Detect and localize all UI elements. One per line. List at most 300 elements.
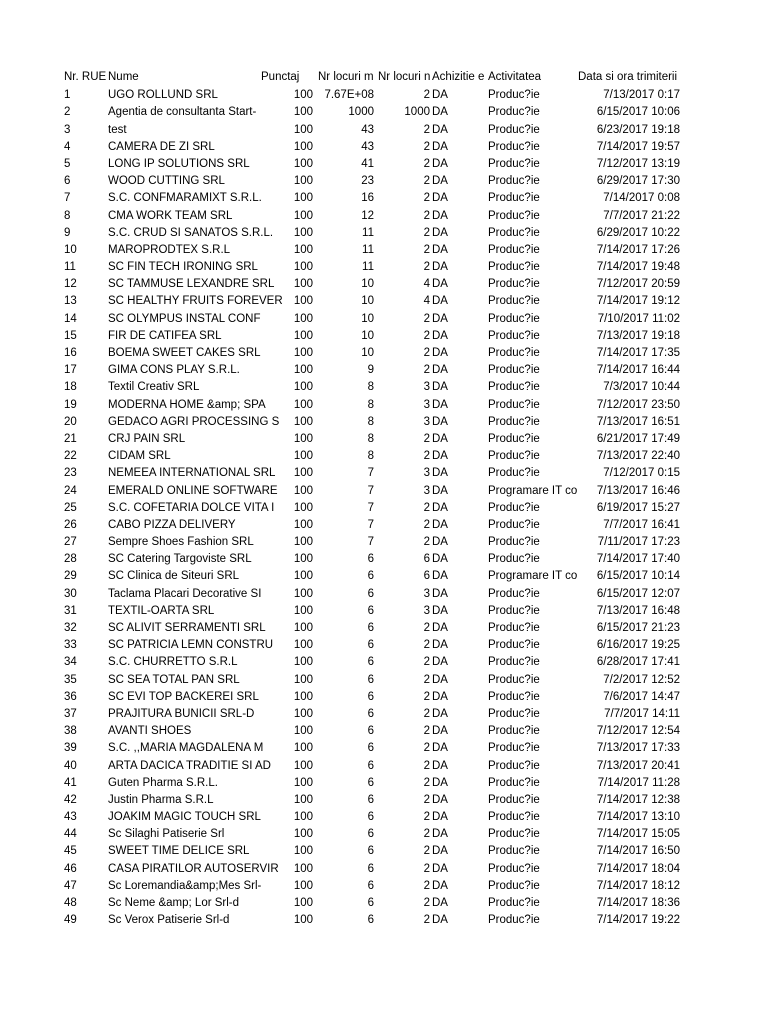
cell-nume: EMERALD ONLINE SOFTWARE	[108, 484, 278, 497]
cell-locuri-n: 1000	[404, 106, 430, 119]
cell-achizitie: DA	[432, 226, 448, 239]
cell-nr: 2	[64, 106, 71, 119]
cell-punctaj: 100	[293, 776, 313, 789]
cell-nr: 28	[64, 553, 77, 566]
table-row	[0, 568, 768, 585]
cell-achizitie: DA	[432, 707, 448, 720]
cell-punctaj: 100	[293, 329, 313, 342]
cell-achizitie: DA	[432, 157, 448, 170]
cell-nr: 13	[64, 295, 77, 308]
cell-locuri-n: 2	[423, 536, 430, 549]
cell-achizitie: DA	[432, 587, 448, 600]
cell-data: 7/12/2017 0:15	[603, 467, 680, 480]
cell-punctaj: 100	[293, 381, 313, 394]
cell-nume: GEDACO AGRI PROCESSING S	[108, 415, 280, 428]
cell-nume: Sempre Shoes Fashion SRL	[108, 536, 254, 549]
cell-locuri-m: 11	[362, 226, 374, 239]
cell-punctaj: 100	[293, 518, 313, 531]
cell-nr: 40	[64, 759, 77, 772]
table-row	[0, 122, 768, 139]
cell-achizitie: DA	[432, 673, 448, 686]
cell-nume: UGO ROLLUND SRL	[108, 89, 218, 102]
cell-data: 7/2/2017 12:52	[603, 673, 680, 686]
cell-nume: WOOD CUTTING SRL	[108, 175, 225, 188]
cell-nr: 7	[64, 192, 71, 205]
cell-achizitie: DA	[432, 656, 448, 669]
cell-locuri-n: 2	[423, 518, 430, 531]
cell-locuri-m: 7	[367, 484, 374, 497]
cell-locuri-m: 8	[367, 398, 374, 411]
cell-locuri-n: 3	[423, 381, 430, 394]
cell-locuri-m: 6	[367, 811, 374, 824]
cell-nume: SC EVI TOP BACKEREI SRL	[108, 690, 259, 703]
cell-nume: JOAKIM MAGIC TOUCH SRL	[108, 811, 261, 824]
table-row	[0, 362, 768, 379]
cell-achizitie: DA	[432, 897, 448, 909]
table-row	[0, 723, 768, 740]
table-row	[0, 379, 768, 396]
cell-nr: 5	[64, 157, 71, 170]
cell-achizitie: DA	[432, 501, 448, 514]
cell-nr: 21	[64, 432, 77, 445]
cell-achizitie: DA	[432, 140, 448, 153]
table-row	[0, 843, 768, 860]
cell-activitatea: Produc?ie	[488, 140, 540, 153]
cell-punctaj: 100	[293, 570, 313, 583]
cell-data: 6/29/2017 17:30	[596, 175, 680, 188]
cell-punctaj: 100	[293, 759, 313, 772]
cell-locuri-m: 8	[367, 432, 374, 445]
cell-achizitie: DA	[432, 690, 448, 703]
table-row	[0, 517, 768, 534]
cell-nr: 20	[64, 415, 77, 428]
cell-achizitie: DA	[432, 622, 448, 634]
cell-locuri-m: 6	[367, 879, 374, 892]
cell-punctaj: 100	[293, 622, 313, 634]
cell-activitatea: Produc?ie	[488, 707, 540, 720]
cell-punctaj: 100	[293, 226, 313, 239]
table-row	[0, 156, 768, 173]
cell-nume: Sc Silaghi Patiserie Srl	[108, 828, 225, 841]
cell-locuri-m: 1000	[348, 106, 374, 119]
cell-achizitie: DA	[432, 106, 448, 119]
cell-nume: BOEMA SWEET CAKES SRL	[108, 347, 261, 359]
cell-punctaj: 100	[293, 690, 313, 703]
cell-activitatea: Produc?ie	[488, 690, 540, 703]
cell-punctaj: 100	[293, 261, 313, 274]
cell-locuri-n: 4	[423, 278, 430, 291]
cell-punctaj: 100	[293, 673, 313, 686]
cell-punctaj: 100	[293, 484, 313, 497]
cell-nr: 43	[64, 811, 77, 824]
cell-nume: Textil Creativ SRL	[108, 381, 200, 394]
cell-activitatea: Produc?ie	[488, 157, 540, 170]
cell-locuri-m: 6	[367, 845, 374, 858]
cell-activitatea: Produc?ie	[488, 604, 540, 617]
cell-nume: CAMERA DE ZI SRL	[108, 140, 215, 153]
cell-punctaj: 100	[293, 587, 313, 600]
cell-nr: 16	[64, 347, 77, 359]
cell-punctaj: 100	[293, 123, 313, 136]
cell-locuri-n: 2	[423, 707, 430, 720]
cell-nume: test	[108, 123, 127, 136]
cell-activitatea: Produc?ie	[488, 398, 540, 411]
cell-activitatea: Produc?ie	[488, 467, 540, 480]
cell-activitatea: Produc?ie	[488, 329, 540, 342]
cell-achizitie: DA	[432, 312, 448, 325]
cell-data: 7/14/2017 19:12	[596, 295, 680, 308]
cell-achizitie: DA	[432, 175, 448, 188]
cell-nume: SC HEALTHY FRUITS FOREVER	[108, 295, 283, 308]
cell-achizitie: DA	[432, 209, 448, 222]
cell-activitatea: Produc?ie	[488, 793, 540, 806]
cell-achizitie: DA	[432, 415, 448, 428]
cell-punctaj: 100	[293, 157, 313, 170]
cell-activitatea: Produc?ie	[488, 312, 540, 325]
cell-locuri-m: 6	[367, 553, 374, 566]
cell-achizitie: DA	[432, 278, 448, 291]
cell-locuri-n: 3	[423, 587, 430, 600]
cell-nume: SC Clinica de Siteuri SRL	[108, 570, 240, 583]
table-row	[0, 912, 768, 929]
cell-data: 7/7/2017 14:11	[604, 707, 680, 720]
cell-punctaj: 100	[293, 862, 313, 875]
cell-punctaj: 100	[293, 707, 313, 720]
cell-punctaj: 100	[293, 879, 313, 892]
cell-achizitie: DA	[432, 570, 448, 583]
cell-locuri-n: 2	[423, 312, 430, 325]
cell-data: 7/12/2017 12:54	[596, 725, 680, 738]
cell-activitatea: Produc?ie	[488, 106, 540, 119]
cell-locuri-m: 12	[361, 209, 374, 222]
cell-locuri-m: 6	[367, 742, 374, 755]
cell-locuri-n: 2	[423, 639, 430, 652]
cell-locuri-n: 2	[423, 725, 430, 738]
cell-punctaj: 100	[293, 175, 313, 188]
cell-nume: S.C. CONFMARAMIXT S.R.L.	[108, 192, 262, 205]
header-row	[0, 69, 768, 86]
table-row	[0, 311, 768, 328]
cell-achizitie: DA	[432, 742, 448, 755]
cell-achizitie: DA	[432, 432, 448, 445]
cell-locuri-m: 7	[367, 518, 374, 531]
cell-activitatea: Produc?ie	[488, 914, 540, 927]
cell-nume: Sc Loremandia&amp;Mes Srl-	[108, 879, 262, 892]
cell-locuri-m: 11	[362, 243, 374, 256]
table-row	[0, 792, 768, 809]
cell-locuri-n: 2	[423, 261, 430, 274]
table-row	[0, 259, 768, 276]
cell-data: 6/21/2017 17:49	[596, 432, 680, 445]
cell-data: 7/14/2017 19:22	[596, 914, 680, 927]
cell-punctaj: 100	[293, 725, 313, 738]
cell-data: 7/13/2017 0:17	[603, 89, 680, 102]
table-row	[0, 139, 768, 156]
cell-nr: 39	[64, 742, 77, 755]
table-row	[0, 465, 768, 482]
cell-achizitie: DA	[432, 347, 448, 359]
cell-nume: ARTA DACICA TRADITIE SI AD	[108, 759, 271, 772]
cell-locuri-n: 2	[423, 432, 430, 445]
cell-achizitie: DA	[432, 845, 448, 858]
cell-nume: MODERNA HOME &amp; SPA	[108, 398, 266, 411]
cell-locuri-n: 2	[423, 157, 430, 170]
cell-data: 7/14/2017 17:40	[596, 553, 680, 566]
cell-nume: GIMA CONS PLAY S.R.L.	[108, 364, 240, 377]
table-row	[0, 534, 768, 551]
cell-locuri-m: 16	[361, 192, 374, 205]
cell-data: 7/14/2017 16:50	[596, 845, 680, 858]
cell-nume: Guten Pharma S.R.L.	[108, 776, 218, 789]
cell-data: 7/14/2017 12:38	[596, 793, 680, 806]
table-row	[0, 190, 768, 207]
header-nr-locuri-m: Nr locuri m	[318, 71, 374, 83]
cell-nr: 38	[64, 725, 77, 738]
cell-locuri-n: 2	[423, 793, 430, 806]
cell-activitatea: Programare IT co	[488, 484, 578, 497]
cell-locuri-m: 10	[361, 329, 374, 342]
cell-data: 7/13/2017 17:33	[596, 742, 680, 755]
cell-locuri-m: 6	[367, 725, 374, 738]
cell-activitatea: Produc?ie	[488, 862, 540, 875]
cell-locuri-n: 2	[423, 243, 430, 256]
cell-achizitie: DA	[432, 364, 448, 377]
cell-nr: 6	[64, 175, 71, 188]
cell-achizitie: DA	[432, 192, 448, 205]
cell-punctaj: 100	[293, 742, 313, 755]
cell-punctaj: 100	[293, 278, 313, 291]
cell-activitatea: Produc?ie	[488, 879, 540, 892]
cell-locuri-m: 6	[367, 828, 374, 841]
cell-locuri-m: 41	[361, 157, 374, 170]
table-row	[0, 242, 768, 259]
spreadsheet-table	[0, 69, 768, 929]
cell-nr: 36	[64, 690, 77, 703]
cell-locuri-m: 6	[367, 897, 374, 909]
cell-locuri-m: 6	[367, 570, 374, 583]
cell-activitatea: Produc?ie	[488, 415, 540, 428]
cell-activitatea: Produc?ie	[488, 845, 540, 858]
cell-achizitie: DA	[432, 776, 448, 789]
header-nr-rue: Nr. RUE	[64, 71, 107, 83]
table-row	[0, 654, 768, 671]
cell-activitatea: Produc?ie	[488, 89, 540, 102]
cell-data: 7/11/2017 17:23	[597, 536, 680, 549]
cell-nume: SC TAMMUSE LEXANDRE SRL	[108, 278, 275, 291]
cell-nume: CIDAM SRL	[108, 450, 171, 463]
table-row	[0, 448, 768, 465]
cell-nume: SC FIN TECH IRONING SRL	[108, 261, 258, 274]
cell-locuri-m: 10	[361, 295, 374, 308]
cell-achizitie: DA	[432, 518, 448, 531]
table-row	[0, 397, 768, 414]
cell-punctaj: 100	[293, 897, 313, 909]
cell-locuri-n: 2	[423, 776, 430, 789]
cell-locuri-n: 2	[423, 742, 430, 755]
cell-data: 6/19/2017 15:27	[596, 501, 680, 514]
cell-punctaj: 100	[293, 501, 313, 514]
cell-nume: Taclama Placari Decorative SI	[108, 587, 262, 600]
cell-nr: 8	[64, 209, 71, 222]
cell-locuri-n: 3	[423, 415, 430, 428]
cell-nume: CASA PIRATILOR AUTOSERVIR	[108, 862, 279, 875]
cell-activitatea: Produc?ie	[488, 450, 540, 463]
cell-nr: 24	[64, 484, 77, 497]
cell-activitatea: Produc?ie	[488, 587, 540, 600]
cell-locuri-m: 7	[367, 501, 374, 514]
table-row	[0, 637, 768, 654]
cell-locuri-n: 2	[423, 673, 430, 686]
cell-locuri-m: 8	[367, 450, 374, 463]
cell-nume: LONG IP SOLUTIONS SRL	[108, 157, 250, 170]
cell-activitatea: Produc?ie	[488, 347, 540, 359]
table-row	[0, 87, 768, 104]
cell-activitatea: Produc?ie	[488, 897, 540, 909]
cell-nume: S.C. CRUD SI SANATOS S.R.L.	[108, 226, 274, 239]
cell-locuri-n: 2	[423, 622, 430, 634]
cell-nr: 47	[64, 879, 77, 892]
cell-locuri-n: 2	[423, 209, 430, 222]
cell-achizitie: DA	[432, 89, 448, 102]
cell-nume: CRJ PAIN SRL	[108, 432, 186, 445]
cell-nr: 26	[64, 518, 77, 531]
cell-data: 6/23/2017 19:18	[596, 123, 680, 136]
header-nume: Nume	[108, 71, 139, 83]
cell-nr: 37	[64, 707, 77, 720]
table-row	[0, 225, 768, 242]
cell-data: 7/14/2017 13:10	[596, 811, 680, 824]
table-row	[0, 895, 768, 912]
cell-activitatea: Produc?ie	[488, 536, 540, 549]
cell-activitatea: Produc?ie	[488, 828, 540, 841]
cell-locuri-m: 6	[367, 656, 374, 669]
cell-activitatea: Produc?ie	[488, 553, 540, 566]
cell-data: 7/13/2017 16:48	[596, 604, 680, 617]
cell-punctaj: 100	[293, 192, 313, 205]
cell-data: 7/14/2017 17:35	[596, 347, 680, 359]
cell-locuri-n: 6	[423, 553, 430, 566]
cell-locuri-n: 2	[423, 828, 430, 841]
cell-achizitie: DA	[432, 604, 448, 617]
cell-achizitie: DA	[432, 536, 448, 549]
cell-nr: 33	[64, 639, 77, 652]
table-row	[0, 483, 768, 500]
cell-data: 7/13/2017 22:40	[596, 450, 680, 463]
cell-locuri-n: 6	[423, 570, 430, 583]
cell-locuri-m: 6	[367, 793, 374, 806]
cell-data: 6/15/2017 21:23	[596, 622, 680, 634]
cell-punctaj: 100	[293, 243, 313, 256]
cell-nume: NEMEEA INTERNATIONAL SRL	[108, 467, 276, 480]
table-row	[0, 276, 768, 293]
cell-activitatea: Produc?ie	[488, 811, 540, 824]
cell-locuri-m: 43	[361, 123, 374, 136]
cell-data: 7/14/2017 18:04	[596, 862, 680, 875]
cell-nr: 45	[64, 845, 77, 858]
cell-locuri-n: 2	[423, 656, 430, 669]
cell-activitatea: Produc?ie	[488, 278, 540, 291]
cell-nume: FIR DE CATIFEA SRL	[108, 329, 222, 342]
cell-punctaj: 100	[293, 536, 313, 549]
cell-locuri-m: 6	[367, 604, 374, 617]
cell-nr: 48	[64, 897, 77, 909]
cell-locuri-n: 2	[423, 450, 430, 463]
cell-data: 7/14/2017 19:48	[596, 261, 680, 274]
cell-data: 7/13/2017 16:51	[596, 415, 680, 428]
cell-achizitie: DA	[432, 879, 448, 892]
cell-locuri-n: 2	[423, 89, 430, 102]
table-row	[0, 431, 768, 448]
table-row	[0, 809, 768, 826]
cell-punctaj: 100	[293, 639, 313, 652]
cell-punctaj: 100	[293, 553, 313, 566]
cell-nr: 42	[64, 793, 77, 806]
cell-data: 7/6/2017 14:47	[603, 690, 680, 703]
cell-locuri-n: 2	[423, 897, 430, 909]
cell-locuri-m: 6	[367, 776, 374, 789]
cell-data: 7/14/2017 0:08	[603, 192, 680, 205]
cell-locuri-n: 2	[423, 123, 430, 136]
cell-data: 7/7/2017 16:41	[603, 518, 680, 531]
cell-locuri-m: 10	[361, 278, 374, 291]
cell-activitatea: Produc?ie	[488, 759, 540, 772]
cell-locuri-n: 2	[423, 811, 430, 824]
cell-nume: S.C. CHURRETTO S.R.L	[108, 656, 238, 669]
table-row	[0, 758, 768, 775]
cell-data: 6/16/2017 19:25	[596, 639, 680, 652]
cell-nr: 12	[64, 278, 77, 291]
cell-nr: 4	[64, 140, 71, 153]
cell-data: 6/15/2017 10:14	[596, 570, 680, 583]
header-activitatea: Activitatea	[488, 71, 542, 83]
cell-data: 7/14/2017 11:28	[597, 776, 680, 789]
header-nr-locuri-n: Nr locuri n	[378, 71, 431, 83]
cell-nr: 49	[64, 914, 77, 927]
cell-nr: 3	[64, 123, 71, 136]
cell-locuri-m: 7	[367, 536, 374, 549]
cell-locuri-m: 10	[361, 312, 374, 325]
cell-nume: CABO PIZZA DELIVERY	[108, 518, 236, 531]
cell-activitatea: Produc?ie	[488, 243, 540, 256]
cell-locuri-m: 7.67E+08	[324, 89, 374, 102]
cell-punctaj: 100	[293, 432, 313, 445]
table-row	[0, 414, 768, 431]
cell-punctaj: 100	[293, 828, 313, 841]
cell-punctaj: 100	[293, 467, 313, 480]
table-row	[0, 173, 768, 190]
cell-punctaj: 100	[293, 845, 313, 858]
table-row	[0, 104, 768, 121]
cell-locuri-m: 6	[367, 914, 374, 927]
table-row	[0, 293, 768, 310]
cell-achizitie: DA	[432, 828, 448, 841]
cell-locuri-n: 2	[423, 364, 430, 377]
cell-punctaj: 100	[293, 656, 313, 669]
cell-nume: SC PATRICIA LEMN CONSTRU	[108, 639, 274, 652]
table-row	[0, 620, 768, 637]
cell-data: 6/29/2017 10:22	[596, 226, 680, 239]
cell-data: 7/10/2017 11:02	[597, 312, 680, 325]
cell-data: 7/14/2017 18:36	[596, 897, 680, 909]
table-row	[0, 740, 768, 757]
cell-locuri-m: 9	[367, 364, 374, 377]
cell-locuri-m: 6	[367, 673, 374, 686]
cell-nr: 34	[64, 656, 77, 669]
cell-data: 7/13/2017 19:18	[596, 329, 680, 342]
cell-locuri-n: 2	[423, 347, 430, 359]
cell-locuri-n: 2	[423, 759, 430, 772]
table-row	[0, 826, 768, 843]
